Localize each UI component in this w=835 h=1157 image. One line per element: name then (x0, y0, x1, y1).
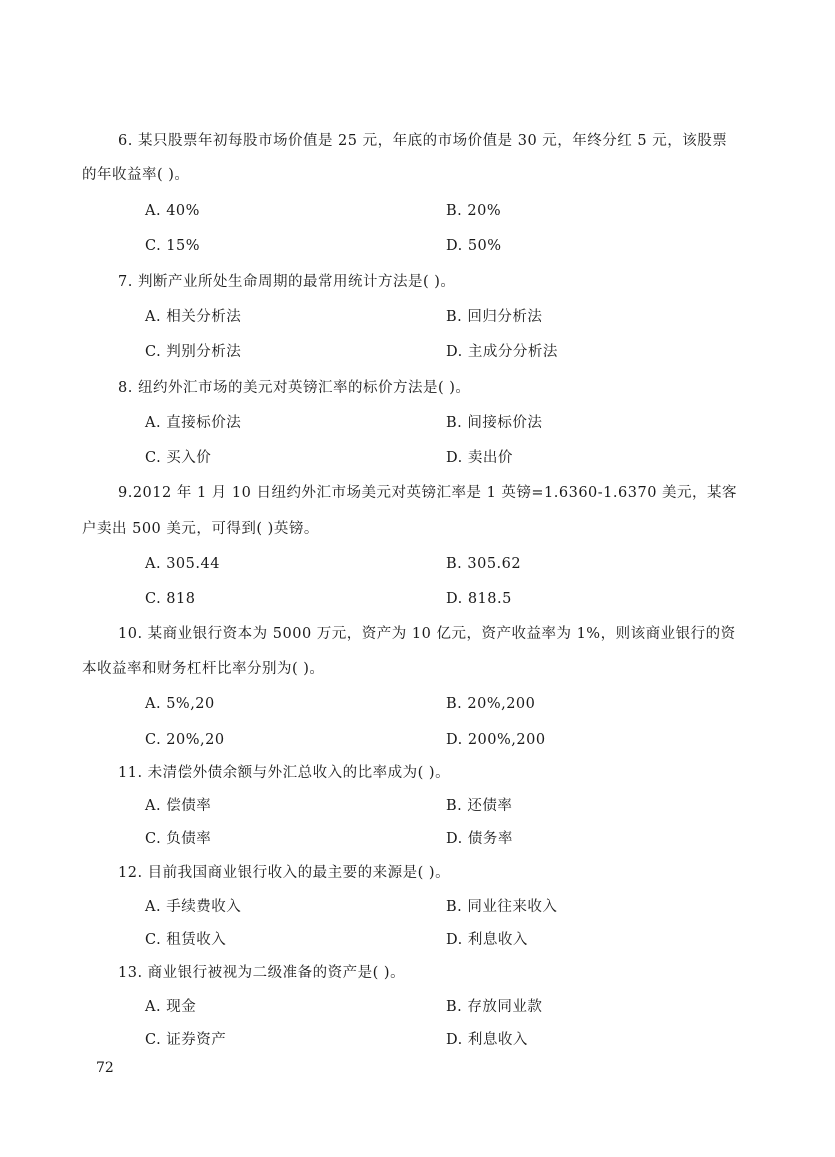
question-6-option-b: B. 20% (446, 203, 502, 219)
question-13-option-b: B. 存放同业款 (446, 999, 543, 1015)
question-10-option-a: A. 5%,20 (145, 696, 215, 712)
question-8-option-b: B. 间接标价法 (446, 415, 543, 431)
page-number: 72 (96, 1060, 114, 1076)
question-6-option-a: A. 40% (145, 203, 200, 219)
question-10-stem: 10. 某商业银行资本为 5000 万元，资产为 10 亿元，资产收益率为 1%，则该商业银行的资 (118, 626, 736, 642)
question-9-option-c: C. 818 (145, 591, 196, 607)
question-6-stem-continued: 的年收益率( )。 (82, 167, 190, 183)
question-12-option-a: A. 手续费收入 (145, 899, 242, 915)
question-9-option-b: B. 305.62 (446, 556, 522, 572)
question-7-option-a: A. 相关分析法 (145, 309, 242, 325)
question-8-option-d: D. 卖出价 (446, 450, 513, 466)
question-12-option-d: D. 利息收入 (446, 932, 528, 948)
question-9-stem: 9.2012 年 1 月 10 日纽约外汇市场美元对英镑汇率是 1 英镑=1.6360-1.6370 美元，某客 (118, 485, 738, 501)
question-7-option-b: B. 回归分析法 (446, 309, 543, 325)
question-11-option-c: C. 负债率 (145, 831, 212, 847)
question-9-option-d: D. 818.5 (446, 591, 512, 607)
question-7-option-c: C. 判别分析法 (145, 344, 242, 360)
question-13-option-a: A. 现金 (145, 999, 197, 1015)
question-10-option-d: D. 200%,200 (446, 732, 546, 748)
question-13-option-d: D. 利息收入 (446, 1032, 528, 1048)
question-9-option-a: A. 305.44 (145, 556, 220, 572)
question-11-option-d: D. 债务率 (446, 831, 513, 847)
question-12-option-c: C. 租赁收入 (145, 932, 227, 948)
question-6-option-d: D. 50% (446, 238, 502, 254)
question-11-option-a: A. 偿债率 (145, 798, 212, 814)
question-7-option-d: D. 主成分分析法 (446, 344, 558, 360)
question-9-stem-continued: 户卖出 500 美元，可得到( )英镑。 (82, 521, 319, 537)
question-11-stem: 11. 未清偿外债余额与外汇总收入的比率成为( )。 (118, 765, 451, 781)
question-6-stem: 6. 某只股票年初每股市场价值是 25 元，年底的市场价值是 30 元，年终分红 5 元，该股票 (118, 133, 728, 149)
question-8-option-c: C. 买入价 (145, 450, 212, 466)
question-6-option-c: C. 15% (145, 238, 201, 254)
question-13-stem: 13. 商业银行被视为二级准备的资产是( )。 (118, 965, 406, 981)
question-12-option-b: B. 同业往来收入 (446, 899, 558, 915)
question-8-stem: 8. 纽约外汇市场的美元对英镑汇率的标价方法是( )。 (118, 380, 471, 396)
question-11-option-b: B. 还债率 (446, 798, 513, 814)
question-8-option-a: A. 直接标价法 (145, 415, 242, 431)
question-10-stem-continued: 本收益率和财务杠杆比率分别为( )。 (82, 661, 325, 677)
question-7-stem: 7. 判断产业所处生命周期的最常用统计方法是( )。 (118, 274, 456, 290)
question-10-option-b: B. 20%,200 (446, 696, 536, 712)
question-12-stem: 12. 目前我国商业银行收入的最主要的来源是( )。 (118, 865, 451, 881)
question-13-option-c: C. 证券资产 (145, 1032, 227, 1048)
question-10-option-c: C. 20%,20 (145, 732, 225, 748)
